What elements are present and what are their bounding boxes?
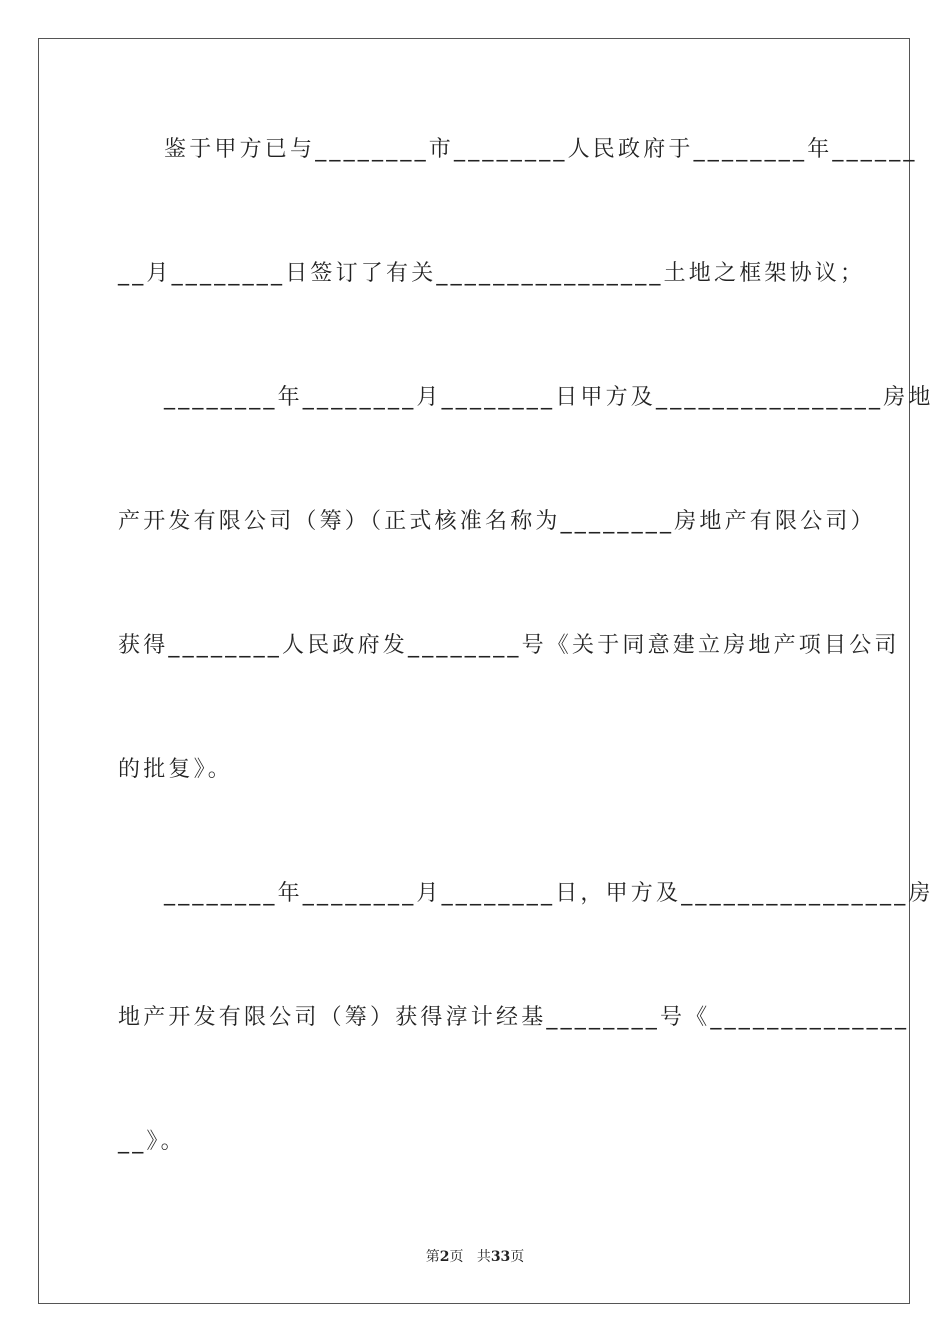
paragraph-3-line-2: 地产开发有限公司（筹）获得淳计经基________号《______________ bbox=[118, 1005, 910, 1030]
current-page-number: 2 bbox=[439, 1249, 450, 1265]
paragraph-3-line-3: __》。 bbox=[118, 1129, 186, 1154]
footer-total-prefix: 共 bbox=[476, 1249, 491, 1265]
footer-prefix: 第 bbox=[425, 1249, 440, 1265]
footer-page-unit: 页 bbox=[449, 1249, 464, 1265]
paragraph-3-line-1: ________年________月________日，甲方及________________房 bbox=[164, 881, 934, 906]
paragraph-2-line-3: 获得________人民政府发________号《关于同意建立房地产项目公司 bbox=[118, 633, 900, 658]
paragraph-2-line-4: 的批复》。 bbox=[118, 757, 234, 782]
paragraph-2-line-1: ________年________月________日甲方及________________房地 bbox=[164, 385, 934, 410]
paragraph-1-line-1: 鉴于甲方已与________市________人民政府于________年______ bbox=[164, 137, 918, 162]
footer-total-unit: 页 bbox=[510, 1249, 525, 1265]
page-border bbox=[38, 38, 934, 1304]
total-pages-number: 33 bbox=[490, 1249, 511, 1265]
paragraph-2-line-2: 产开发有限公司（筹）（正式核准名称为________房地产有限公司） bbox=[118, 509, 876, 534]
paragraph-1-line-2: __月________日签订了有关________________土地之框架协议； bbox=[118, 261, 866, 286]
page-footer bbox=[0, 1246, 950, 1266]
